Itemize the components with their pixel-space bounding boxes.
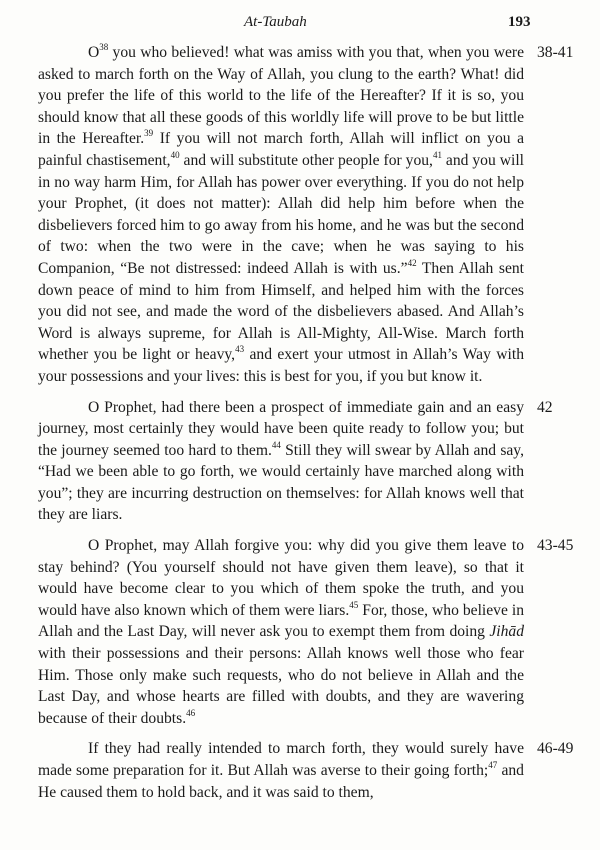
- paragraph-text: O Prophet, had there been a prospect of immediate gain and an easy journey, most certainly they would have been quite ready to follow you; but the journey seemed too hard to them.$^{44}$ Still they will swear by Allah and say, “Had we been able to go forth, we would certainly have marched along with you”; they are incurring destruction on themselves: for Allah knows well that they are liars.: [38, 398, 524, 524]
- page-body: [38, 42, 574, 803]
- paragraph-verses-38-41: [38, 42, 574, 388]
- paragraph-verse-42: [38, 397, 553, 527]
- footnote-marker: 42: [407, 257, 417, 268]
- page-header: [0, 14, 600, 36]
- paragraph-verses-46-49: [38, 738, 574, 803]
- footnote-marker: 45: [349, 599, 359, 610]
- footnote-marker: 46: [186, 707, 196, 718]
- running-title: At-Taubah: [244, 14, 307, 30]
- paragraph-text: $O^{38}$ you who believed! what was amiss with you that, when you were asked to march forth on the Way of Allah, you clung to the earth? What! did you prefer the life of this world to the life of the Hereafter? If it is so, you should know that all these goods of this worldly life will prove to be but little in the Hereafter.$^{39}$ If you will not march forth, Allah will inflict on you a painful chastisement,$^{40}$ and will substitute other people for you,$^{41}$ and you will in no way harm Him, for Allah has power over everything. If you do not help your Prophet, (it does not matter): Allah did help him before when the disbelievers forced him to go away from his home, and he was but the second of two: when the two were in the cave; when he was saying to his Companion, “Be not distressed: indeed Allah is with us.”$^{42}$ Then Allah sent down peace of mind to him from Himself, and helped him with the forces you did not see, and made the word of the disbelievers abased. And Allah’s Word is always supreme, for Allah is All-Mighty, All-Wise. March forth whether you be light or heavy,$^{43}$ and exert your utmost in Allah’s Way with your possessions and your lives: this is best for you, if you but know it.: [38, 42, 525, 385]
- verse-reference: 43-45: [537, 537, 574, 555]
- footnote-marker: 47: [488, 760, 498, 770]
- verse-reference: 46-49: [537, 740, 574, 758]
- footnote-marker: 38: [99, 42, 109, 52]
- paragraph-text: If they had really intended to march forth, they would surely have made some preparation for it. But Allah was averse to their going forth;$^{47}$ and He caused them to hold back, and it was said to them,: [38, 740, 524, 801]
- verse-reference: 38-41: [537, 44, 574, 61]
- footnote-marker: 41: [432, 149, 442, 160]
- footnote-marker: 43: [235, 344, 245, 355]
- paragraph-verses-43-45: [38, 535, 574, 729]
- page-number: 193: [508, 14, 531, 30]
- verse-reference: 42: [537, 398, 553, 416]
- footnote-marker: 39: [144, 128, 154, 139]
- footnote-marker: 40: [170, 149, 180, 160]
- footnote-marker: 44: [271, 439, 281, 450]
- paragraph-text: O Prophet, may Allah forgive you: why did you give them leave to stay behind? (You yourself should not have given them leave), so that it would have become clear to you which of them spoke the truth, and you would have also known which of them were liars.$^{45}$ For, those, who believe in Allah and the Last Day, will never ask you to exempt them from doing Jihād with their possessions and their persons: Allah knows well those who fear Him. Those only make such requests, who do not believe in Allah and the Last Day, and whose hearts are filled with doubts, and they are wavering because of their doubts.$^{46}$: [38, 537, 525, 727]
- italic-term: Jihād: [489, 623, 524, 641]
